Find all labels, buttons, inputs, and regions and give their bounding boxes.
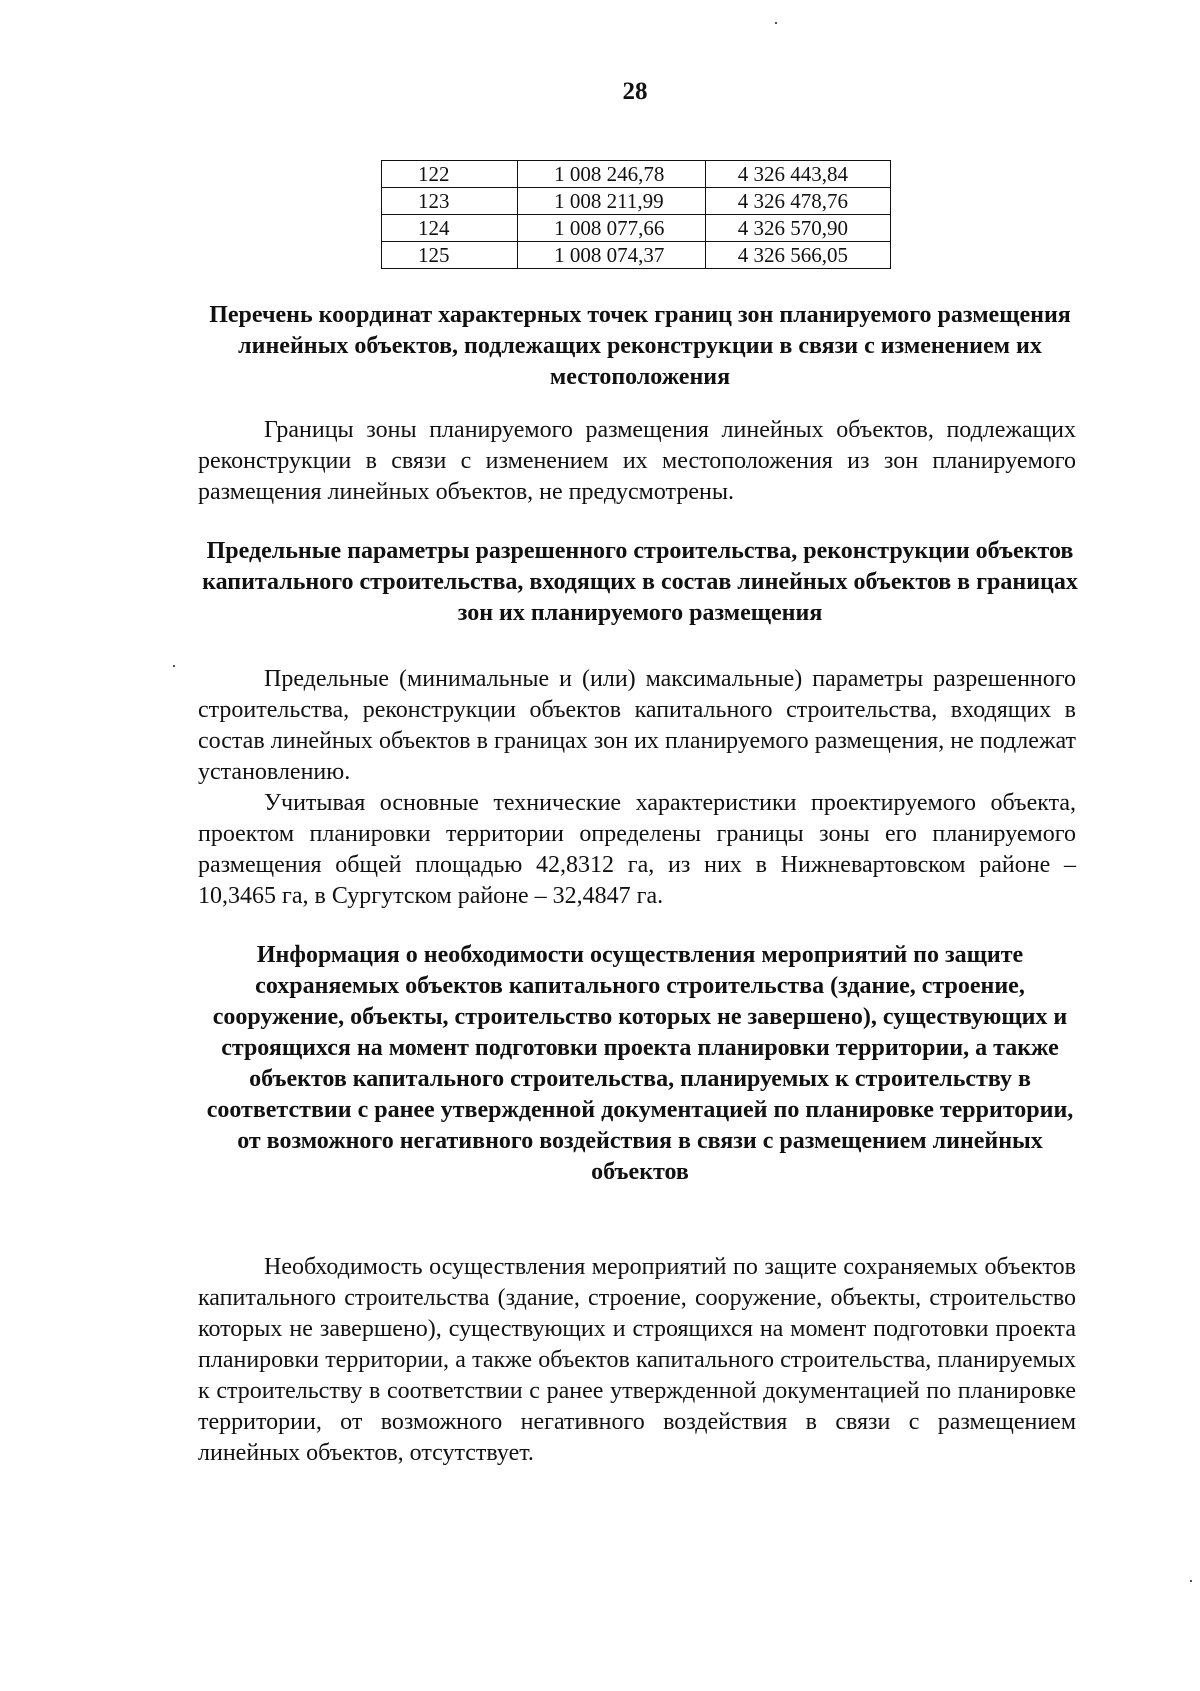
y-coordinate-cell: 4 326 478,76 xyxy=(705,188,890,215)
point-number-cell: 123 xyxy=(382,188,518,215)
table-row xyxy=(382,242,891,269)
x-coordinate-cell: 1 008 077,66 xyxy=(518,215,706,242)
point-number-cell: 122 xyxy=(382,161,518,188)
paragraph: Учитывая основные технические характеристики проектируемого объекта, проектом планировки территории определены границы зоны его планируемого размещения общей площадью 42,8312 га, из них в Нижневартовском районе – 10,3465 га, в Сургутском районе – 32,4847 га. xyxy=(198,790,1076,909)
page-number: 28 xyxy=(622,78,648,105)
table-row xyxy=(382,161,891,188)
section-heading-protection-measures: Информация о необходимости осуществления мероприятий по защите сохраняемых объектов капитального строительства (здание, строение, сооружение, объекты, строительство которых не завершено), существующих и строящихся на момент подготовки проекта планировки территории, а также объектов капитального строительства, планируемых к строительству в соответствии с ранее утвержденной документацией по планировке территории, от возможного негативного воздействия в связи с размещением линейных объектов xyxy=(206,942,1074,1185)
y-coordinate-cell: 4 326 570,90 xyxy=(705,215,890,242)
scan-speck xyxy=(775,22,777,24)
y-coordinate-cell: 4 326 566,05 xyxy=(705,242,890,269)
paragraph: Необходимость осуществления мероприятий по защите сохраняемых объектов капитального строительства (здание, строение, сооружение, объекты, строительство которых не завершено), существующих и строящихся на момент подготовки проекта планировки территории, а также объектов капитального строительства, планируемых к строительству в соответствии с ранее утвержденной документацией по планировке территории, от возможного негативного воздействия в связи с размещением линейных объектов, отсутствует. xyxy=(198,1254,1076,1466)
x-coordinate-cell: 1 008 074,37 xyxy=(518,242,706,269)
section-text-boundaries xyxy=(198,415,1076,508)
coordinates-table xyxy=(381,160,891,269)
table-row xyxy=(382,215,891,242)
section-text-protection-measures xyxy=(198,1252,1076,1469)
x-coordinate-cell: 1 008 211,99 xyxy=(518,188,706,215)
point-number-cell: 124 xyxy=(382,215,518,242)
scan-speck xyxy=(1190,1580,1192,1582)
table-row xyxy=(382,188,891,215)
x-coordinate-cell: 1 008 246,78 xyxy=(518,161,706,188)
section-heading-coordinates-list: Перечень координат характерных точек границ зон планируемого размещения линейных объектов, подлежащих реконструкции в связи с изменением их местоположения xyxy=(209,302,1071,390)
point-number-cell: 125 xyxy=(382,242,518,269)
section-text-limit-parameters xyxy=(198,664,1076,912)
scan-speck xyxy=(173,665,175,667)
paragraph: Предельные (минимальные и (или) максимальные) параметры разрешенного строительства, реконструкции объектов капитального строительства, входящих в состав линейных объектов в границах зон их планируемого размещения, не подлежат установлению. xyxy=(198,666,1076,785)
y-coordinate-cell: 4 326 443,84 xyxy=(705,161,890,188)
section-heading-limit-parameters: Предельные параметры разрешенного строительства, реконструкции объектов капитального строительства, входящих в состав линейных объектов в границах зон их планируемого размещения xyxy=(202,538,1078,626)
paragraph: Границы зоны планируемого размещения линейных объектов, подлежащих реконструкции в связи с изменением их местоположения из зон планируемого размещения линейных объектов, не предусмотрены. xyxy=(198,417,1076,505)
